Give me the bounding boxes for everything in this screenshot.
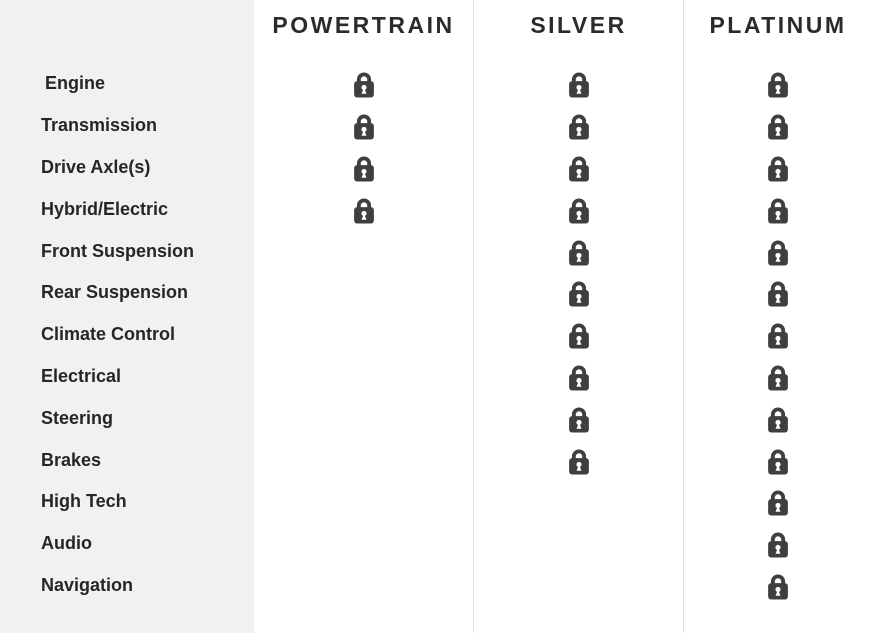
row-label-cell [0, 314, 254, 356]
coverage-cell-powertrain [254, 356, 473, 398]
lock-icon [765, 278, 791, 307]
coverage-cell-silver [473, 188, 683, 230]
coverage-cell-powertrain [254, 523, 473, 565]
row-label-cell [0, 105, 254, 147]
row-label-cell [0, 397, 254, 439]
coverage-cell-powertrain [254, 439, 473, 481]
lock-icon [566, 320, 592, 349]
coverage-cell-platinum [683, 272, 872, 314]
row-label-cell [0, 188, 254, 230]
lock-icon [765, 237, 791, 266]
coverage-cell-platinum [683, 481, 872, 523]
row-label: Drive Axle(s) [41, 156, 151, 177]
coverage-cell-platinum [683, 105, 872, 147]
lock-icon [765, 153, 791, 182]
row-label-cell [0, 565, 254, 607]
table-row [0, 397, 872, 439]
plan-header-platinum: PLATINUM [683, 0, 872, 63]
coverage-cell-platinum [683, 523, 872, 565]
coverage-cell-silver [473, 481, 683, 523]
lock-icon [765, 362, 791, 391]
header-spacer [0, 0, 254, 63]
table-filler-row [0, 606, 872, 633]
plan-header-powertrain: POWERTRAIN [254, 0, 473, 63]
row-label: Rear Suspension [41, 282, 189, 303]
table-row [0, 523, 872, 565]
filler-cell-platinum [683, 606, 872, 633]
lock-icon [566, 69, 592, 98]
sidebar-filler [0, 606, 254, 633]
lock-icon [765, 571, 791, 600]
coverage-cell-silver [473, 439, 683, 481]
table-row [0, 481, 872, 523]
lock-icon [351, 153, 377, 182]
row-label: Navigation [41, 574, 134, 595]
table-row [0, 147, 872, 189]
row-label: Brakes [41, 449, 102, 470]
coverage-cell-powertrain [254, 147, 473, 189]
coverage-cell-silver [473, 230, 683, 272]
row-label-cell [0, 481, 254, 523]
row-label-cell [0, 230, 254, 272]
row-label: Transmission [41, 115, 158, 136]
lock-icon [765, 111, 791, 140]
filler-cell-silver [473, 606, 683, 633]
filler-cell-powertrain [254, 606, 473, 633]
coverage-cell-powertrain [254, 63, 473, 105]
table-body [0, 63, 872, 606]
lock-icon [351, 195, 377, 224]
lock-icon [765, 195, 791, 224]
lock-icon [566, 237, 592, 266]
lock-icon [351, 111, 377, 140]
lock-icon [765, 487, 791, 516]
coverage-cell-platinum [683, 314, 872, 356]
table-row [0, 439, 872, 481]
coverage-cell-platinum [683, 439, 872, 481]
lock-icon [351, 69, 377, 98]
coverage-cell-silver [473, 523, 683, 565]
coverage-cell-powertrain [254, 188, 473, 230]
lock-icon [566, 195, 592, 224]
coverage-cell-silver [473, 272, 683, 314]
lock-icon [566, 278, 592, 307]
table-row [0, 356, 872, 398]
coverage-cell-silver [473, 147, 683, 189]
lock-icon [566, 111, 592, 140]
row-label: Steering [41, 407, 114, 428]
coverage-cell-platinum [683, 230, 872, 272]
lock-icon [765, 446, 791, 475]
table-row [0, 565, 872, 607]
coverage-cell-platinum [683, 63, 872, 105]
coverage-cell-powertrain [254, 481, 473, 523]
row-label-cell [0, 356, 254, 398]
lock-icon [765, 320, 791, 349]
table-row [0, 63, 872, 105]
coverage-cell-powertrain [254, 230, 473, 272]
coverage-cell-silver [473, 356, 683, 398]
row-label: Engine [45, 73, 106, 94]
table-row [0, 272, 872, 314]
table-row [0, 105, 872, 147]
row-label: Front Suspension [41, 240, 194, 261]
lock-icon [765, 529, 791, 558]
row-label-cell [0, 439, 254, 481]
row-label: Electrical [41, 365, 122, 386]
row-label-cell [0, 147, 254, 189]
row-label-cell [0, 63, 254, 105]
table-row [0, 230, 872, 272]
coverage-cell-platinum [683, 188, 872, 230]
table-row [0, 188, 872, 230]
lock-icon [566, 404, 592, 433]
row-label-cell [0, 272, 254, 314]
coverage-cell-silver [473, 565, 683, 607]
coverage-cell-platinum [683, 565, 872, 607]
coverage-cell-silver [473, 397, 683, 439]
lock-icon [566, 446, 592, 475]
coverage-cell-powertrain [254, 105, 473, 147]
row-label: High Tech [41, 491, 127, 512]
table-header-row [0, 0, 872, 63]
row-label-cell [0, 523, 254, 565]
coverage-cell-powertrain [254, 314, 473, 356]
table-row [0, 314, 872, 356]
row-label: Audio [41, 533, 92, 554]
coverage-cell-powertrain [254, 565, 473, 607]
coverage-cell-silver [473, 63, 683, 105]
lock-icon [566, 362, 592, 391]
coverage-cell-platinum [683, 397, 872, 439]
coverage-cell-powertrain [254, 397, 473, 439]
row-label: Climate Control [41, 324, 176, 345]
coverage-cell-platinum [683, 147, 872, 189]
plan-header-silver: SILVER [473, 0, 683, 63]
coverage-cell-powertrain [254, 272, 473, 314]
row-label: Hybrid/Electric [41, 198, 169, 219]
lock-icon [765, 404, 791, 433]
coverage-cell-platinum [683, 356, 872, 398]
coverage-cell-silver [473, 105, 683, 147]
lock-icon [566, 153, 592, 182]
coverage-cell-silver [473, 314, 683, 356]
lock-icon [765, 69, 791, 98]
